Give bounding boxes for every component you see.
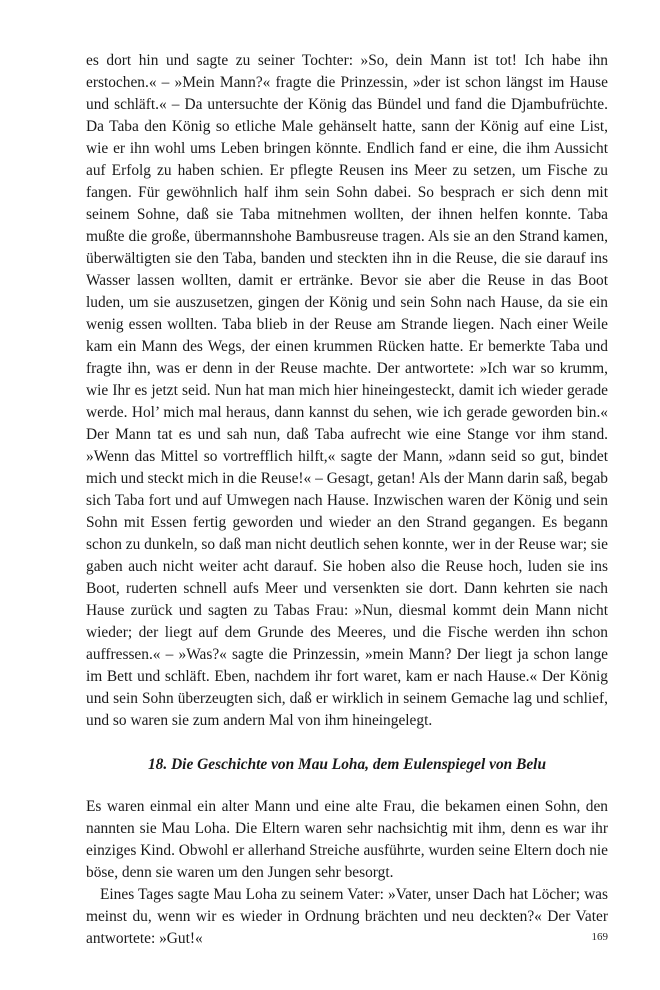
previous-story-paragraph: es dort hin und sagte zu seiner Tochter: »So, dein Mann ist tot! Ich habe ihn erstochen.« – »Mein Mann?« fragte die Prinzessin, »der ist schon längst im Hause und schläft.« – Da untersuchte der König das Bündel und fand die Djambufrüchte. Da Taba den König so etliche Male gehänselt hatte, sann der König auf eine List, wie er ihn wohl ums Leben bringen könnte. Endlich fand er eine, die ihm Aussicht auf Erfolg zu haben schien. Er pflegte Reusen ins Meer zu setzen, um Fische zu fangen. Für gewöhnlich half ihm sein Sohn dabei. So besprach er sich denn mit seinem Sohne, daß sie Taba mitnehmen wollten, der ihnen helfen konnte. Taba mußte die große, übermannshohe Bambusreuse tragen. Als sie an den Strand kamen, überwältigten sie den Taba, banden und steckten ihn in die Reuse, die sie darauf ins Wasser lassen wollten, damit er ertränke. Bevor sie aber die Reuse in das Boot luden, um sie auszusetzen, gingen der König und sein Sohn nach Hause, da sie ein wenig essen wollten. Taba blieb in der Reuse am Strande liegen. Nach einer Weile kam ein Mann des Wegs, der einen krummen Rücken hatte. Er bemerkte Taba und fragte ihn, was er denn in der Reuse machte. Der antwortete: »Ich war so krumm, wie Ihr es jetzt seid. Nun hat man mich hier hineingesteckt, damit ich wieder gerade werde. Hol’ mich mal heraus, dann kannst du sehen, wie ich gerade geworden bin.« Der Mann tat es und sah nun, daß Taba aufrecht wie eine Stange vor ihm stand. »Wenn das Mittel so vortrefflich hilft,« sagte der Mann, »dann seid so gut, bindet mich und steckt mich in die Reuse!« – Gesagt, getan! Als der Mann darin saß, begab sich Taba fort und auf Umwegen nach Hause. Inzwischen waren der König und sein Sohn mit Essen fertig geworden und wieder an den Strand gegangen. Es begann schon zu dunkeln, so daß man nicht deutlich sehen konnte, wer in der Reuse war; sie gaben auch nicht weiter acht darauf. Sie hoben also die Reuse hoch, luden sie ins Boot, ruderten schnell aufs Meer und versenkten sie dort. Dann kehrten sie nach Hause zurück und sagten zu Tabas Frau: »Nun, diesmal kommt dein Mann nicht wieder; der liegt auf dem Grunde des Meeres, und die Fische werden ihn schon auffressen.« – »Was?« sagte die Prinzessin, »mein Mann? Der liegt ja schon lange im Bett und schläft. Eben, nachdem ihr fort waret, kam er nach Hause.« Der König und sein Sohn überzeugten sich, daß er wirklich in seinem Gemache lag und schlief, und so waren sie zum andern Mal von ihm hineingelegt. xyxy=(86,52,608,729)
story-paragraph-1: Es waren einmal ein alter Mann und eine alte Frau, die bekamen einen Sohn, den nannten sie Mau Loha. Die Eltern waren sehr nachsichtig mit ihm, denn es war ihr einziges Kind. Obwohl er allerhand Streiche ausführte, wurden seine Eltern doch nie böse, denn sie waren um den Jungen sehr besorgt. xyxy=(86,798,608,881)
story-paragraph-2: Eines Tages sagte Mau Loha zu seinem Vater: »Vater, unser Dach hat Löcher; was meinst du, wenn wir es wieder in Ordnung brächten und neu deckten?« Der Vater antwortete: »Gut!« xyxy=(86,886,608,947)
story-heading: 18. Die Geschichte von Mau Loha, dem Eulenspiegel von Belu xyxy=(147,756,546,773)
page-number: 169 xyxy=(591,931,608,943)
page-body xyxy=(86,50,608,950)
